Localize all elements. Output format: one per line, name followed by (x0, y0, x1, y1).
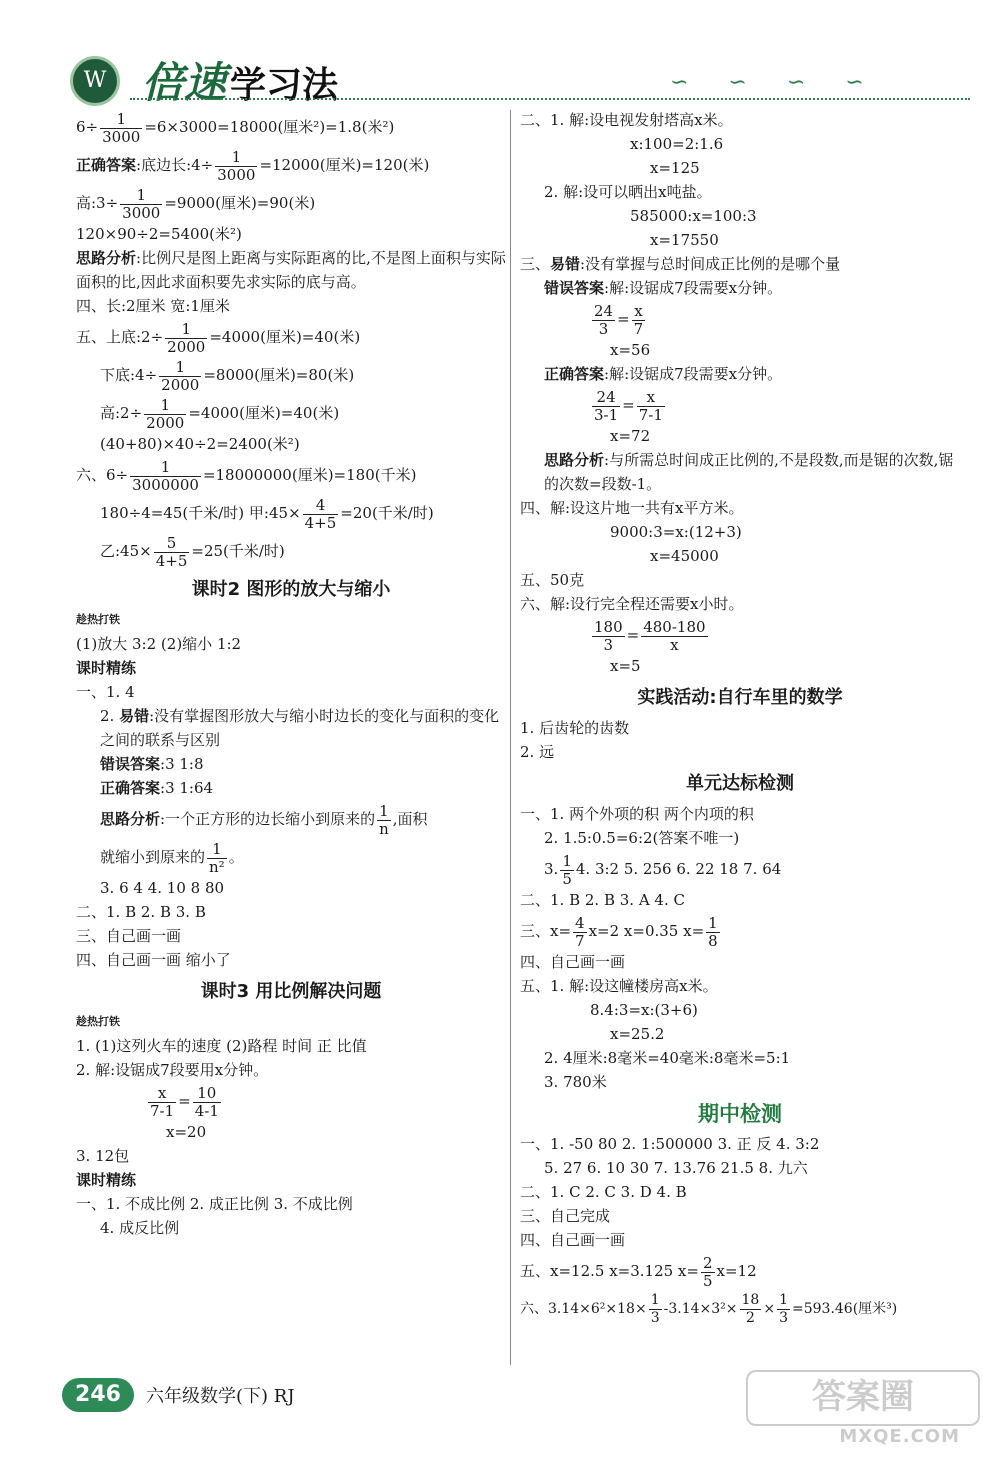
answer-line: 乙:45× $\frac{5}{4+5}$ =25(千米/时) (100, 533, 285, 570)
page-footer (62, 1378, 462, 1414)
watermark-logo: 答案圈 (746, 1370, 980, 1426)
equation-line: x=72 (610, 427, 651, 445)
answer-line: 3. 780米 (544, 1073, 607, 1091)
section-title: 课时2 图形的放大与缩小 (191, 579, 391, 600)
watermark-url: MXQE.COM (839, 1426, 960, 1447)
subsection-label: 趁热打铁 (76, 1015, 120, 1028)
page-header (70, 50, 960, 106)
fraction: $\frac{1}{3000}$ (102, 109, 141, 146)
analysis-line: 思路分析:一个正方形的边长缩小到原来的 $\frac{1}{n}$ ,面积 (100, 801, 428, 838)
answer-line: 四、解:设这片地一共有x平方米。 (520, 499, 744, 517)
answer-line: 三、自己完成 (520, 1207, 611, 1225)
answer-line: 高:3÷ $\frac{1}{3000}$ =9000(厘米)=90(米) (76, 185, 316, 222)
answer-line: 3. 6 4 4. 10 8 80 (100, 879, 225, 897)
equation-line: x=45000 (650, 547, 719, 565)
section-title: 单元达标检测 (686, 773, 794, 794)
answer-line: 五、1. 解:设这幢楼房高x米。 (520, 977, 718, 995)
equation-line: $\frac{x}{7-1}$ = $\frac{10}{4-1}$ (150, 1083, 219, 1120)
answer-line: 下底:4÷ $\frac{1}{2000}$ =8000(厘米)=80(米) (100, 357, 355, 394)
equation-line: $\frac{180}{3}$ = $\frac{480-180}{x}$ (594, 617, 706, 654)
answer-line: 2. 远 (520, 743, 555, 761)
answer-line: 四、长:2厘米 宽:1厘米 (76, 297, 230, 315)
answer-line: 一、1. 不成比例 2. 成正比例 3. 不成比例 (76, 1195, 353, 1213)
answer-line: 正确答案:3 1:64 (100, 779, 214, 797)
answer-line: 三、自己画一画 (76, 927, 182, 945)
answer-line: 3. 12包 (76, 1147, 130, 1165)
answer-line: 二、1. C 2. C 3. D 4. B (520, 1183, 687, 1201)
equation-line: 9000:3=x:(12+3) (610, 523, 742, 541)
answer-line: 一、1. 4 (76, 683, 135, 701)
equation-line: $\frac{24}{3}$ = $\frac{x}{7}$ (594, 301, 644, 338)
answer-line: 六、解:设行完全程还需要x小时。 (520, 595, 744, 613)
page-number: 246 (62, 1378, 134, 1412)
answer-line: 180÷4=45(千米/时) 甲:45× $\frac{4}{4+5}$ =20(千米/时) (100, 495, 434, 532)
answer-line: 三、x= $\frac{4}{7}$ x=2 x=0.35 x= $\frac{1}{8}$ (520, 913, 718, 950)
answer-line: 一、1. 两个外项的积 两个内项的积 (520, 805, 754, 823)
equation-line: x=20 (166, 1123, 207, 1141)
section-title: 实践活动:自行车里的数学 (637, 687, 843, 708)
answer-line: 2. 解:设锯成7段要用x分钟。 (76, 1061, 269, 1079)
answer-line: (1)放大 3:2 (2)缩小 1:2 (76, 635, 242, 653)
answer-line: 3. $\frac{1}{5}$ 4. 3:2 5. 256 6. 22 18 7. 64 (544, 851, 782, 888)
equation-line: $\frac{24}{3-1}$ = $\frac{x}{7-1}$ (594, 387, 663, 424)
answer-line: 正确答案:底边长:4÷ $\frac{1}{3000}$ =12000(厘米)=120(米) (76, 147, 430, 184)
section-title: 期中检测 (698, 1102, 782, 1126)
answer-line: 1. (1)这列火车的速度 (2)路程 时间 正 比值 (76, 1037, 367, 1055)
answer-line: 四、自己画一画 缩小了 (76, 951, 231, 969)
left-column (76, 108, 506, 1240)
subsection-label: 课时精练 (76, 1171, 137, 1189)
answer-line: 错误答案:解:设锯成7段需要x分钟。 (544, 279, 783, 297)
book-subtitle: 六年级数学(下) RJ (146, 1386, 295, 1407)
analysis-paragraph: 思路分析:比例尺是图上距离与实际距离的比,不是图上面积与实际面积的比,因此求面积要先求实际的底与高。 (76, 249, 506, 291)
analysis-paragraph: 思路分析:与所需总时间成正比例的,不是段数,而是锯的次数,锯的次数=段数-1。 (544, 451, 954, 493)
answer-line: 2. 4厘米:8毫米=40毫米:8毫米=5:1 (544, 1049, 791, 1067)
answer-line: 二、1. 解:设电视发射塔高x米。 (520, 111, 733, 129)
answer-line: 六、6÷ $\frac{1}{3000000}$ =18000000(厘米)=180(千米) (76, 457, 417, 494)
equation-line: 8.4:3=x:(3+6) (590, 1001, 698, 1019)
answer-line: 正确答案:解:设锯成7段需要x分钟。 (544, 365, 783, 383)
equation-line: x:100=2:1.6 (630, 135, 724, 153)
answer-line: 五、50克 (520, 571, 585, 589)
equation-line: x=17550 (650, 231, 719, 249)
answer-line: 四、自己画一画 (520, 1231, 626, 1249)
answer-line: 6÷ $\frac{1}{3000}$ =6×3000=18000(厘米²)=1.8(米²) (76, 109, 395, 146)
equation-line: 585000:x=100:3 (630, 207, 757, 225)
answer-line: 2. 1.5:0.5=6:2(答案不唯一) (544, 829, 740, 847)
answer-line: 错误答案:3 1:8 (100, 755, 204, 773)
right-column (520, 108, 960, 1328)
watermark (740, 1370, 980, 1450)
answer-line: (40+80)×40÷2=2400(米²) (100, 435, 300, 453)
answer-line: 四、自己画一画 (520, 953, 626, 971)
header-divider (130, 98, 970, 100)
section-title: 课时3 用比例解决问题 (200, 981, 382, 1002)
subsection-label: 趁热打铁 (76, 613, 120, 626)
answer-line: 1. 后齿轮的齿数 (520, 719, 630, 737)
answer-line: 2. 解:设可以晒出x吨盐。 (544, 183, 712, 201)
equation-line: x=5 (610, 657, 641, 675)
answer-line: 三、易错:没有掌握与总时间成正比例的是哪个量 (520, 255, 841, 273)
column-divider (510, 110, 511, 1365)
equation-line: x=56 (610, 341, 651, 359)
equation-line: x=125 (650, 159, 700, 177)
answer-line: 五、上底:2÷ $\frac{1}{2000}$ =4000(厘米)=40(米) (76, 319, 361, 356)
analysis-line: 就缩小到原来的 $\frac{1}{\text{n²}}$ 。 (100, 839, 244, 876)
answer-line: 120×90÷2=5400(米²) (76, 225, 242, 243)
brand-logo-icon: W (70, 56, 120, 106)
answer-line: 高:2÷ $\frac{1}{2000}$ =4000(厘米)=40(米) (100, 395, 340, 432)
answer-line: 二、1. B 2. B 3. A 4. C (520, 891, 685, 909)
answer-line: 一、1. -50 80 2. 1:500000 3. 正 反 4. 3:2 (520, 1135, 820, 1153)
decorative-swirls: ∽∽∽∽ (670, 70, 904, 95)
answer-line: 4. 成反比例 (100, 1219, 180, 1237)
answer-line: 5. 27 6. 10 30 7. 13.76 21.5 8. 九六 (544, 1159, 808, 1177)
answer-line: 六、3.14×6²×18× $\frac{1}{3}$ -3.14×3²× $\frac{18}{2}$ × $\frac{1}{3}$ =593.46(厘米³) (520, 1291, 898, 1326)
answer-line: 五、x=12.5 x=3.125 x= $\frac{2}{5}$ x=12 (520, 1253, 757, 1290)
answer-line: 2. 易错:没有掌握图形放大与缩小时边长的变化与面积的变化之间的联系与区别 (100, 707, 500, 749)
equation-line: x=25.2 (610, 1025, 665, 1043)
answer-line: 二、1. B 2. B 3. B (76, 903, 206, 921)
subsection-label: 课时精练 (76, 659, 137, 677)
brand-title: 倍速 学习法 (142, 58, 339, 107)
